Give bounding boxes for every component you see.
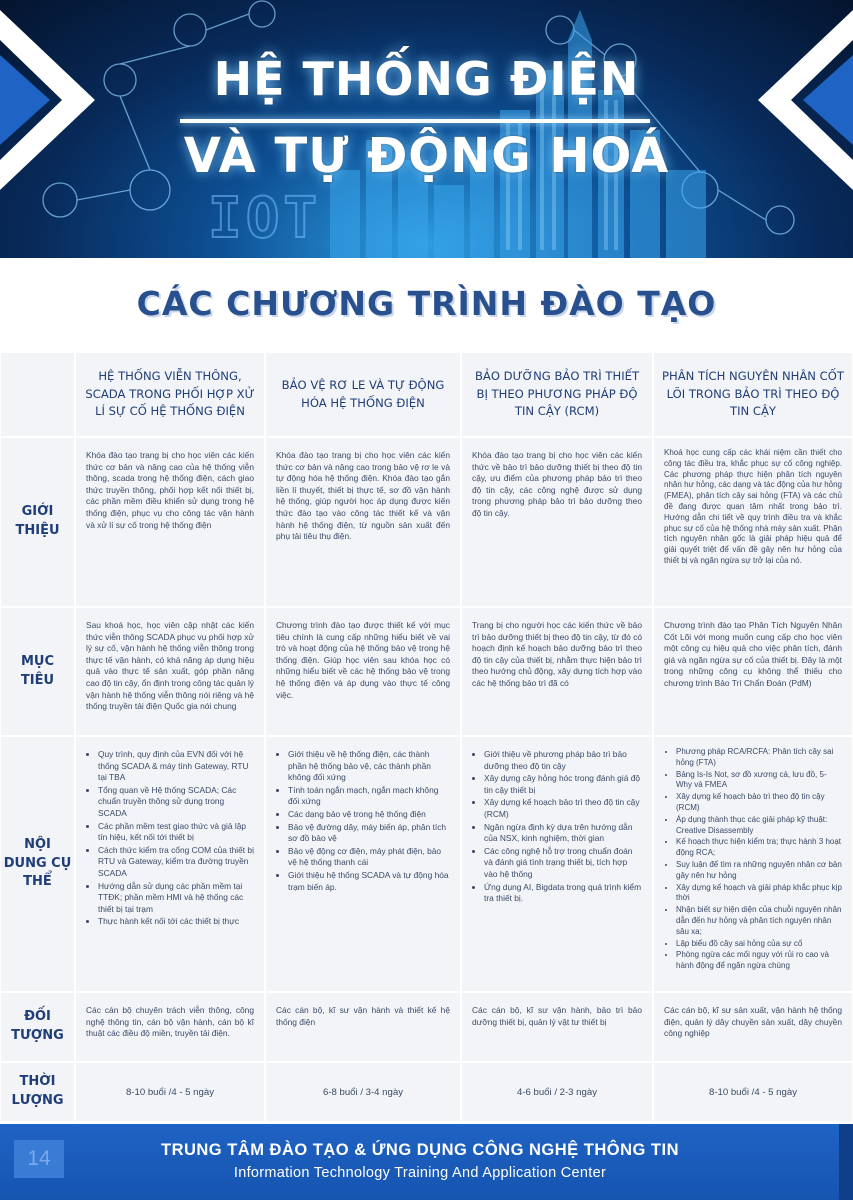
content-list-item: • Quy trình, quy định của EVN đối với hệ thống SCADA & máy tính Gateway, RTU tại TBA: [98, 749, 254, 784]
content-list-relay: [276, 749, 450, 893]
content-list-item: • Tổng quan về Hệ thống SCADA; Các chuẩn truyền thông sử dụng trong SCADA: [98, 785, 254, 820]
content-list-item: • Xây dựng kế hoạch bảo trì theo độ tin cậy (RCM): [676, 792, 842, 814]
content-cell-relay: [265, 736, 461, 992]
content-list-item: • Thực hành kết nối tới các thiết bị thực: [98, 916, 254, 928]
intro-cell-root-cause: Khoá học cung cấp các khái niệm cần thiết cho công tác điều tra, khắc phục sự cố công nghiệp. Các phương pháp thực hiện phân tích nguyên nhân hư hỏng, các dạng và tác động của hư hỏng (FMEA), phân tích cây sai hỏng (FTA) và các chủ đề đang được quan tâm nhất trong bảo trì. Hướng dẫn chi tiết về quy trình điều tra và khắc phục sự cố của hệ thống nhà máy sản xuất. Phân tích nguyên nhân gốc là giải pháp hiệu quả để giải quyết triệt để vấn đề gây nên hư hỏng của thiết bị và ngăn ngừa sự trở lại của nó.: [653, 437, 853, 607]
content-list-item: • Kế hoạch thực hiện kiểm tra; thực hành 3 hoạt động RCA;: [676, 837, 842, 859]
content-cell-root-cause: [653, 736, 853, 992]
content-list-item: • Phòng ngừa các mối nguy với rủi ro cao và hành động để ngăn ngừa chúng: [676, 950, 842, 972]
column-header-rcm: BẢO DƯỠNG BẢO TRÌ THIẾT BỊ THEO PHƯƠNG PHÁP ĐỘ TIN CẬY (RCM): [461, 352, 653, 437]
intro-cell-rcm: Khóa đào tạo trang bị cho học viên các kiến thức về bảo trì bảo dưỡng thiết bị theo độ tin cậy, ưu điểm của phương pháp bảo trì theo độ tin cậy, các công nghệ được sử dụng trong phương pháp bảo trì bảo dưỡng theo độ tin cậy.: [461, 437, 653, 607]
network-node-icon: [43, 183, 77, 217]
content-cell-scada: [75, 736, 265, 992]
duration-cell-relay: 6-8 buổi / 3-4 ngày: [265, 1062, 461, 1122]
objective-cell-relay: Chương trình đào tạo được thiết kế với mục tiêu chính là cung cấp những hiểu biết về vai trò và hoạt động của hệ thống bảo vệ trong hệ thống điện. Giúp học viên sau khóa học có những hiểu biết về các hệ thống bảo vệ trong hệ thống điện và áp dụng vào thực tế công việc.: [265, 607, 461, 736]
content-list-root-cause: [664, 747, 842, 972]
intro-cell-relay: Khóa đào tạo trang bị cho học viên các kiến thức cơ bản và nâng cao trong bảo vệ rơ le và tự động hóa hệ thống điện. Khóa đào tạo gắn liền lí thuyết, thiết bị thực tế, sơ đồ vận hành hệ thống, giúp người học áp dụng được kiến thức đào tạo vào công tác thiết kế và vận hành hệ thống điện, từ nguồn sản xuất đến phụ tải tiêu thụ điện.: [265, 437, 461, 607]
network-node-icon: [249, 1, 275, 27]
hero-banner: [0, 0, 853, 258]
content-list-item: • Bảng Is-Is Not, sơ đồ xương cá, lưu đồ, 5-Why và FMEA: [676, 770, 842, 792]
row-header-content: NỘI DUNG CỤ THỂ: [0, 736, 75, 992]
content-list-item: • Lập biểu đồ cây sai hỏng của sự cố: [676, 939, 842, 950]
objective-cell-rcm: Trang bị cho người học các kiến thức về bảo trì bảo dưỡng thiết bị theo độ tin cậy, từ đó có hoạch định kế hoạch bảo dưỡng bảo trì theo độ tin cậy của thiết bị, nhằm thực hiện bảo trì theo hướng chủ động, xây dựng tích hợp vào các hệ thống bảo trì đã có: [461, 607, 653, 736]
content-list-item: • Ứng dụng AI, Bigdata trong quá trình kiểm tra thiết bị.: [484, 882, 642, 905]
duration-cell-scada: 8-10 buổi /4 - 5 ngày: [75, 1062, 265, 1122]
footer-center-name: TRUNG TÂM ĐÀO TẠO & ỨNG DỤNG CÔNG NGHỆ THÔNG TIN: [160, 1141, 679, 1159]
content-list-item: • Giới thiệu về phương pháp bảo trì bảo dưỡng theo độ tin cậy: [484, 749, 642, 772]
audience-cell-root-cause: Các cán bộ, kĩ sư sản xuất, vận hành hệ thống điện, quản lý dây chuyền sản xuất, dây chuyền công nghiệp: [653, 992, 853, 1062]
content-list-item: • Xây dựng cây hỏng hóc trong đánh giá độ tin cậy thiết bị: [484, 773, 642, 796]
hero-title-line2: VÀ TỰ ĐỘNG HOÁ: [183, 128, 670, 184]
iot-watermark: IOT: [208, 186, 322, 251]
row-header-audience: ĐỐI TƯỢNG: [0, 992, 75, 1062]
content-list-item: • Giới thiệu về hệ thống điện, các thành phần hệ thống bảo vệ, các thành phần không đối xứng: [288, 749, 450, 784]
audience-cell-relay: Các cán bộ, kĩ sư vận hành và thiết kế hệ thống điện: [265, 992, 461, 1062]
content-list-item: • Cách thức kiểm tra cổng COM của thiết bị RTU và Gateway, kiểm tra đường truyền SCADA: [98, 845, 254, 880]
section-title: CÁC CHƯƠNG TRÌNH ĐÀO TẠO: [136, 284, 717, 323]
content-list-item: • Phương pháp RCA/RCFA: Phân tích cây sai hỏng (FTA): [676, 747, 842, 769]
content-list-item: • Ngăn ngừa định kỳ dựa trên hướng dẫn của NSX, kinh nghiệm, thời gian: [484, 822, 642, 845]
footer-center-name-english: Information Technology Training And Application Center: [233, 1165, 607, 1181]
hero-divider: [180, 119, 650, 123]
column-header-scada: HỆ THỐNG VIỄN THÔNG, SCADA TRONG PHỐI HỢP XỬ LÍ SỰ CỐ HỆ THỐNG ĐIỆN: [75, 352, 265, 437]
footer-edge-strip: [839, 1124, 853, 1200]
audience-cell-rcm: Các cán bộ, kĩ sư vận hành, bảo trì bảo dưỡng thiết bị, quản lý vật tư thiết bị: [461, 992, 653, 1062]
duration-cell-rcm: 4-6 buổi / 2-3 ngày: [461, 1062, 653, 1122]
training-programs-table: [0, 352, 853, 1122]
row-header-intro: GIỚI THIỆU: [0, 437, 75, 607]
content-list-item: • Các dạng bảo vệ trong hệ thống điện: [288, 809, 450, 821]
content-list-item: • Giới thiệu hệ thống SCADA và tự động hóa trạm biến áp.: [288, 870, 450, 893]
duration-cell-root-cause: 8-10 buổi /4 - 5 ngày: [653, 1062, 853, 1122]
hero-title-line1: HỆ THỐNG ĐIỆN: [213, 52, 640, 106]
content-list-rcm: [472, 749, 642, 905]
audience-cell-scada: Các cán bộ chuyên trách viễn thông, công nghệ thông tin, cán bộ vận hành, cán bộ kĩ thuật các điều độ miền, truyền tải điện.: [75, 992, 265, 1062]
content-list-item: • Suy luận để tìm ra những nguyên nhân cơ bản gây nên hư hỏng: [676, 860, 842, 882]
content-list-item: • Bảo vệ động cơ điện, máy phát điện, bảo vệ hệ thống thanh cái: [288, 846, 450, 869]
content-list-item: • Xây dựng kế hoạch bảo trì theo độ tin cậy (RCM): [484, 797, 642, 820]
content-list-item: • Tính toán ngắn mạch, ngắn mạch không đối xứng: [288, 785, 450, 808]
content-list-item: • Xây dựng kế hoạch và giải pháp khắc phục kịp thời: [676, 883, 842, 905]
content-list-item: • Các công nghệ hỗ trợ trong chuẩn đoán và đánh giá tình trạng thiết bị, tích hợp vào hệ thống: [484, 846, 642, 881]
column-header-relay-protection: BẢO VỆ RƠ LE VÀ TỰ ĐỘNG HÓA HỆ THỐNG ĐIỆN: [265, 352, 461, 437]
content-list-item: • Bảo vệ đường dây, máy biến áp, phân tích sơ đồ bảo vệ: [288, 822, 450, 845]
network-node-icon: [766, 206, 794, 234]
page-number: 14: [14, 1140, 64, 1178]
row-header-duration: THỜI LƯỢNG: [0, 1062, 75, 1122]
content-list-item: • Áp dụng thành thục các giải pháp kỹ thuật: Creative Disassembly: [676, 815, 842, 837]
row-header-objective: MỤC TIÊU: [0, 607, 75, 736]
content-list-scada: [86, 749, 254, 928]
footer-bar: [0, 1124, 853, 1200]
intro-cell-scada: Khóa đào tạo trang bị cho học viên các kiến thức cơ bản và nâng cao của hệ thống viễn thông, scada trong hệ thống điện, cách giao thức truyền thông, phối hợp kết nối thiết bị, các phần mềm điều khiển sử dụng trong hệ thống điện, phục vụ cho công tác vận hành và xử lí sự cố trong hệ thống điện: [75, 437, 265, 607]
column-header-root-cause: PHÂN TÍCH NGUYÊN NHÂN CỐT LÕI TRONG BẢO TRÌ THEO ĐỘ TIN CẬY: [653, 352, 853, 437]
content-cell-rcm: [461, 736, 653, 992]
content-list-item: • Nhận biết sự hiện diện của chuỗi nguyên nhân dẫn đến hư hỏng và phân tích nguyên nhân sâu xa;: [676, 905, 842, 937]
objective-cell-scada: Sau khoá học, học viên cập nhật các kiến thức viễn thông SCADA phục vụ phối hợp xử lý sự cố, vận hành hệ thống viễn thông trong thực tế vận hành, có khả năng áp dụng hiệu quả vào thực tế sản xuất, góp phần nâng cao độ tin cậy, ổn định trong công tác quản lý vận hành hệ thống viễn thông nói riêng và hệ thống truyền tải điện Quốc gia nói chung: [75, 607, 265, 736]
objective-cell-root-cause: Chương trình đào tạo Phân Tích Nguyên Nhân Cốt Lõi với mong muốn cung cấp cho học viên một công cụ hiệu quả cho việc phân tích, đánh giá và ngăn ngừa sự cố của thiết bị. Đây là một trong những công cụ không thể thiếu cho chương trình Bảo Trì Chẩn Đoán (PdM): [653, 607, 853, 736]
content-list-item: • Các phần mềm test giao thức và giả lập tín hiệu, kết nối tới thiết bị: [98, 821, 254, 844]
table-corner-cell: [0, 352, 75, 437]
content-list-item: • Hướng dẫn sử dụng các phần mềm tại TTĐK; phần mềm HMI và hệ thống các thiết bị tại trạm: [98, 881, 254, 916]
network-node-icon: [174, 14, 206, 46]
